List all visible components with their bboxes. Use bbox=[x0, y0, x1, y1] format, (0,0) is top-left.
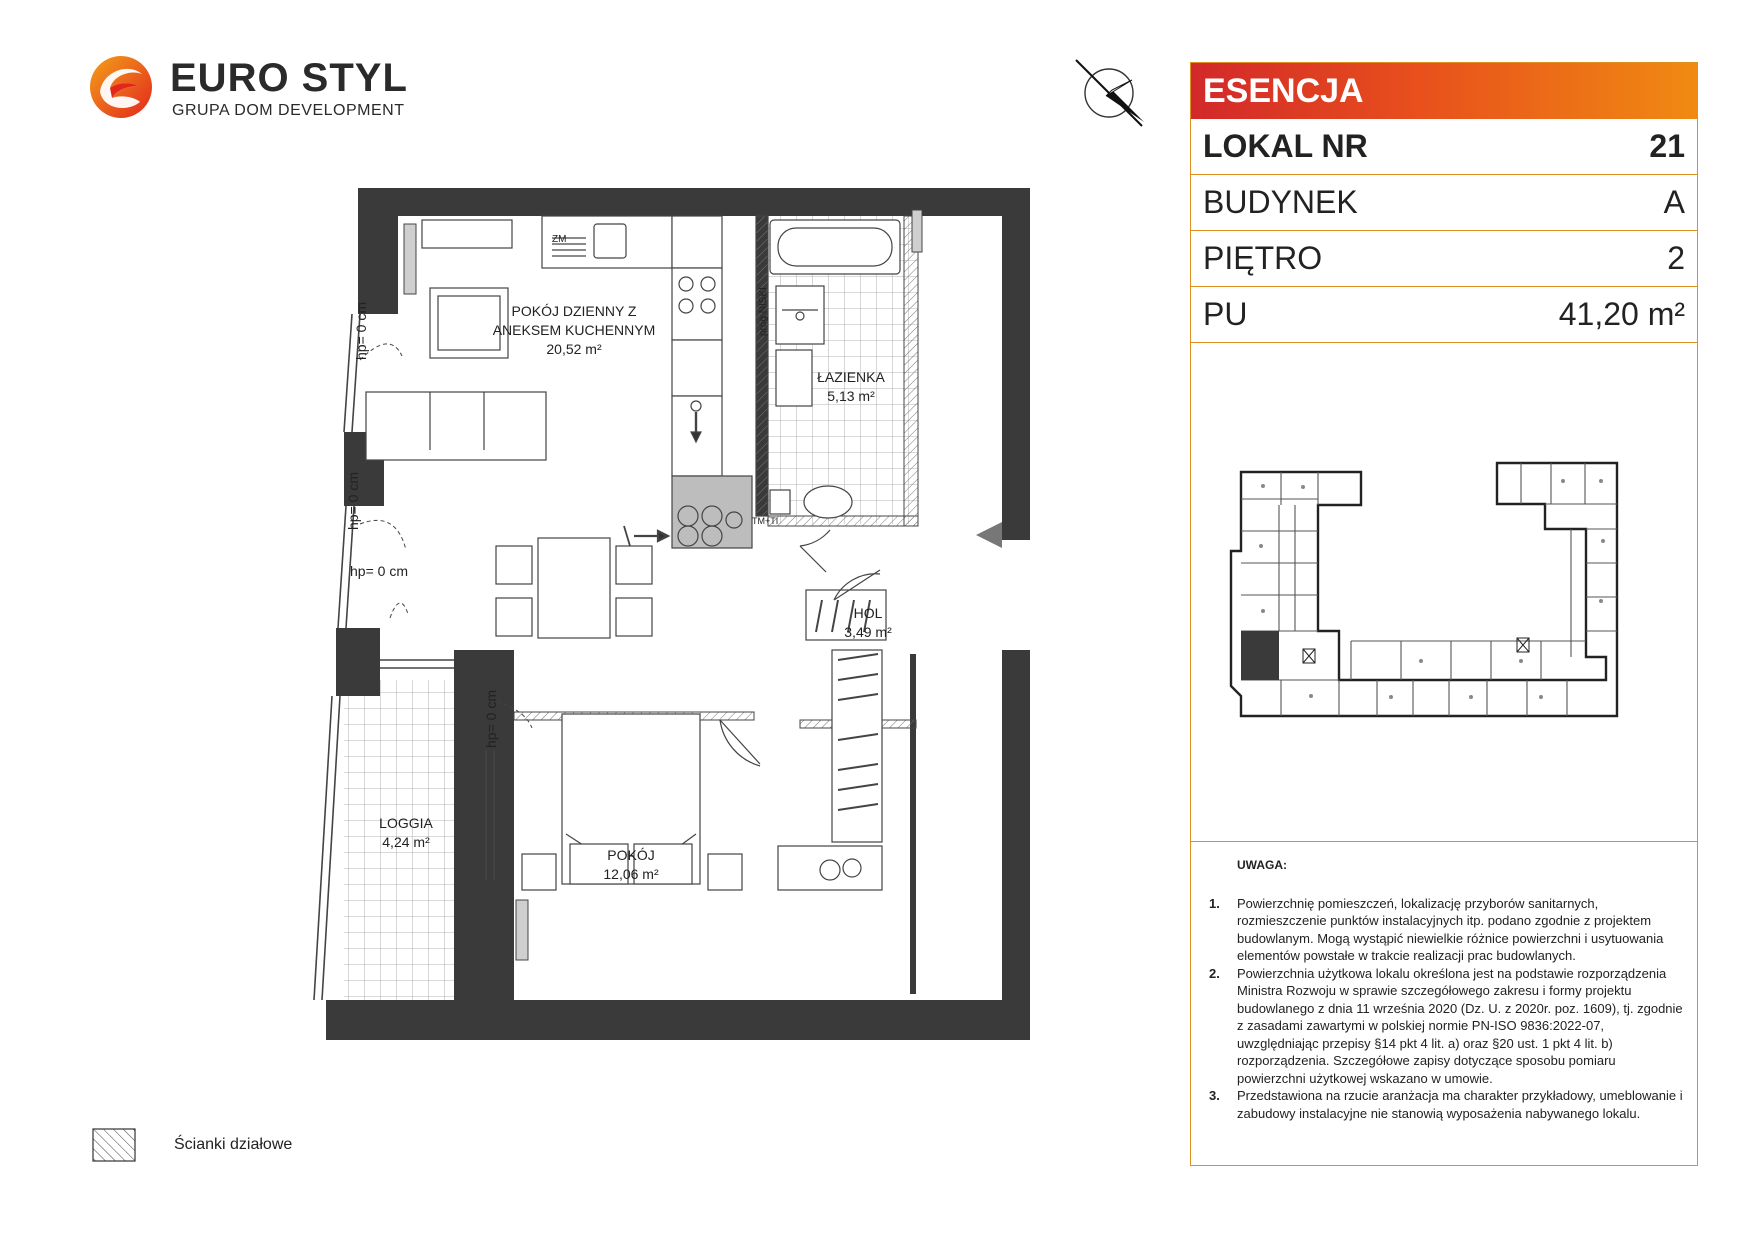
info-label: PIĘTRO bbox=[1203, 240, 1323, 276]
hp-label: hp= 0 cm bbox=[345, 472, 361, 530]
note-number: 2. bbox=[1209, 965, 1220, 981]
room-name: LOGGIA bbox=[379, 815, 433, 831]
note-text: Powierzchnia użytkowa lokalu określona jest na podstawie rozporządzenia Ministra Rozwoju w sprawie szczegółowego zakresu i formy projektu budowlanego z dnia 11 września 2020 (Dz. U. z 2020r. poz. 1609), tj. zgodnie z zasadami zawartymi w polskiej normie PN-ISO 9836:2022-07, uwzględniając przepisy §14 pkt 4 lit. a) oraz §20 ust. 1 pkt 4 lit. b) rozporządzenia. Szczegółowe zapisy dotyczące sposobu pomiaru powierzchni użytkowej wskazano w umowie. bbox=[1237, 965, 1683, 1086]
info-row-building bbox=[1191, 175, 1697, 231]
info-value: 2 bbox=[1667, 240, 1685, 276]
building-key-plan-drawing bbox=[1191, 341, 1697, 841]
fixture-label-zm: ZM bbox=[552, 234, 567, 245]
room-label-bedroom bbox=[586, 846, 676, 884]
notes-title: UWAGA: bbox=[1237, 858, 1287, 872]
note-item bbox=[1209, 1087, 1683, 1122]
note-number: 3. bbox=[1209, 1088, 1220, 1103]
eurostyl-logo-mark-icon bbox=[88, 54, 154, 120]
hp-label: hp= 0 cm bbox=[350, 563, 408, 579]
note-text: Przedstawiona na rzucie aranżacja ma charakter przykładowy, umeblowanie i zabudowy instalacyjne nie stanowią wyposażenia nabywanego lokalu. bbox=[1237, 1088, 1683, 1121]
notes-section bbox=[1209, 857, 1683, 1122]
info-label: LOKAL NR bbox=[1203, 128, 1368, 164]
room-area: 20,52 m² bbox=[546, 341, 602, 357]
room-label-living bbox=[454, 302, 694, 359]
note-number: 1. bbox=[1209, 895, 1220, 911]
room-label-hall bbox=[828, 604, 908, 642]
brand-name: EURO STYL bbox=[170, 56, 408, 100]
info-value: A bbox=[1663, 184, 1685, 220]
room-name: POKÓJ bbox=[607, 847, 655, 863]
eurostyl-logo bbox=[88, 54, 418, 124]
brand-subtitle: GRUPA DOM DEVELOPMENT bbox=[172, 102, 405, 119]
room-name: ŁAZIENKA bbox=[817, 369, 885, 385]
room-area: 3,49 m² bbox=[844, 624, 892, 640]
room-area: 12,06 m² bbox=[603, 866, 659, 882]
hp-label: hp= 0 cm bbox=[353, 302, 369, 360]
info-label: PU bbox=[1203, 296, 1248, 332]
legend bbox=[92, 1128, 392, 1168]
partition-wall-hatch-icon bbox=[92, 1128, 136, 1162]
info-label: BUDYNEK bbox=[1203, 184, 1358, 220]
floor-plan bbox=[300, 180, 1030, 1040]
hp-label: hp= 0 cm bbox=[483, 690, 499, 748]
info-value: 21 bbox=[1649, 128, 1685, 164]
fixture-label-prog: próg NISKI bbox=[758, 287, 769, 336]
room-label-loggia bbox=[356, 814, 456, 852]
apartment-info-panel bbox=[1190, 62, 1698, 1166]
info-row-floor bbox=[1191, 231, 1697, 287]
compass-icon bbox=[1072, 56, 1146, 130]
notes-list bbox=[1209, 895, 1683, 1123]
room-name: HOL bbox=[853, 605, 883, 621]
note-item bbox=[1209, 965, 1683, 1088]
room-area: 5,13 m² bbox=[827, 388, 875, 404]
info-value: 41,20 m² bbox=[1558, 296, 1685, 332]
room-label-bathroom bbox=[806, 368, 896, 406]
room-name: POKÓJ DZIENNY Z ANEKSEM KUCHENNYM bbox=[492, 303, 656, 338]
note-text: Powierzchnię pomieszczeń, lokalizację przyborów sanitarnych, rozmieszczenie punktów instalacyjnych itp. podano zgodnie z projektem budowlanym. Mogą wystąpić niewielkie różnice powierzchni i usytuowania elementów powstałe w trakcie realizacji prac budowlanych. bbox=[1237, 895, 1664, 963]
room-area: 4,24 m² bbox=[382, 834, 430, 850]
info-row-area bbox=[1191, 287, 1697, 343]
fixture-label-tm: TM+TI bbox=[752, 516, 779, 526]
highlighted-unit-marker bbox=[1241, 631, 1279, 680]
legend-label: Ścianki działowe bbox=[174, 1136, 293, 1153]
building-key-plan bbox=[1191, 341, 1697, 842]
project-name-header: ESENCJA bbox=[1191, 63, 1697, 119]
note-item bbox=[1209, 895, 1683, 965]
info-row-unit bbox=[1191, 119, 1697, 175]
